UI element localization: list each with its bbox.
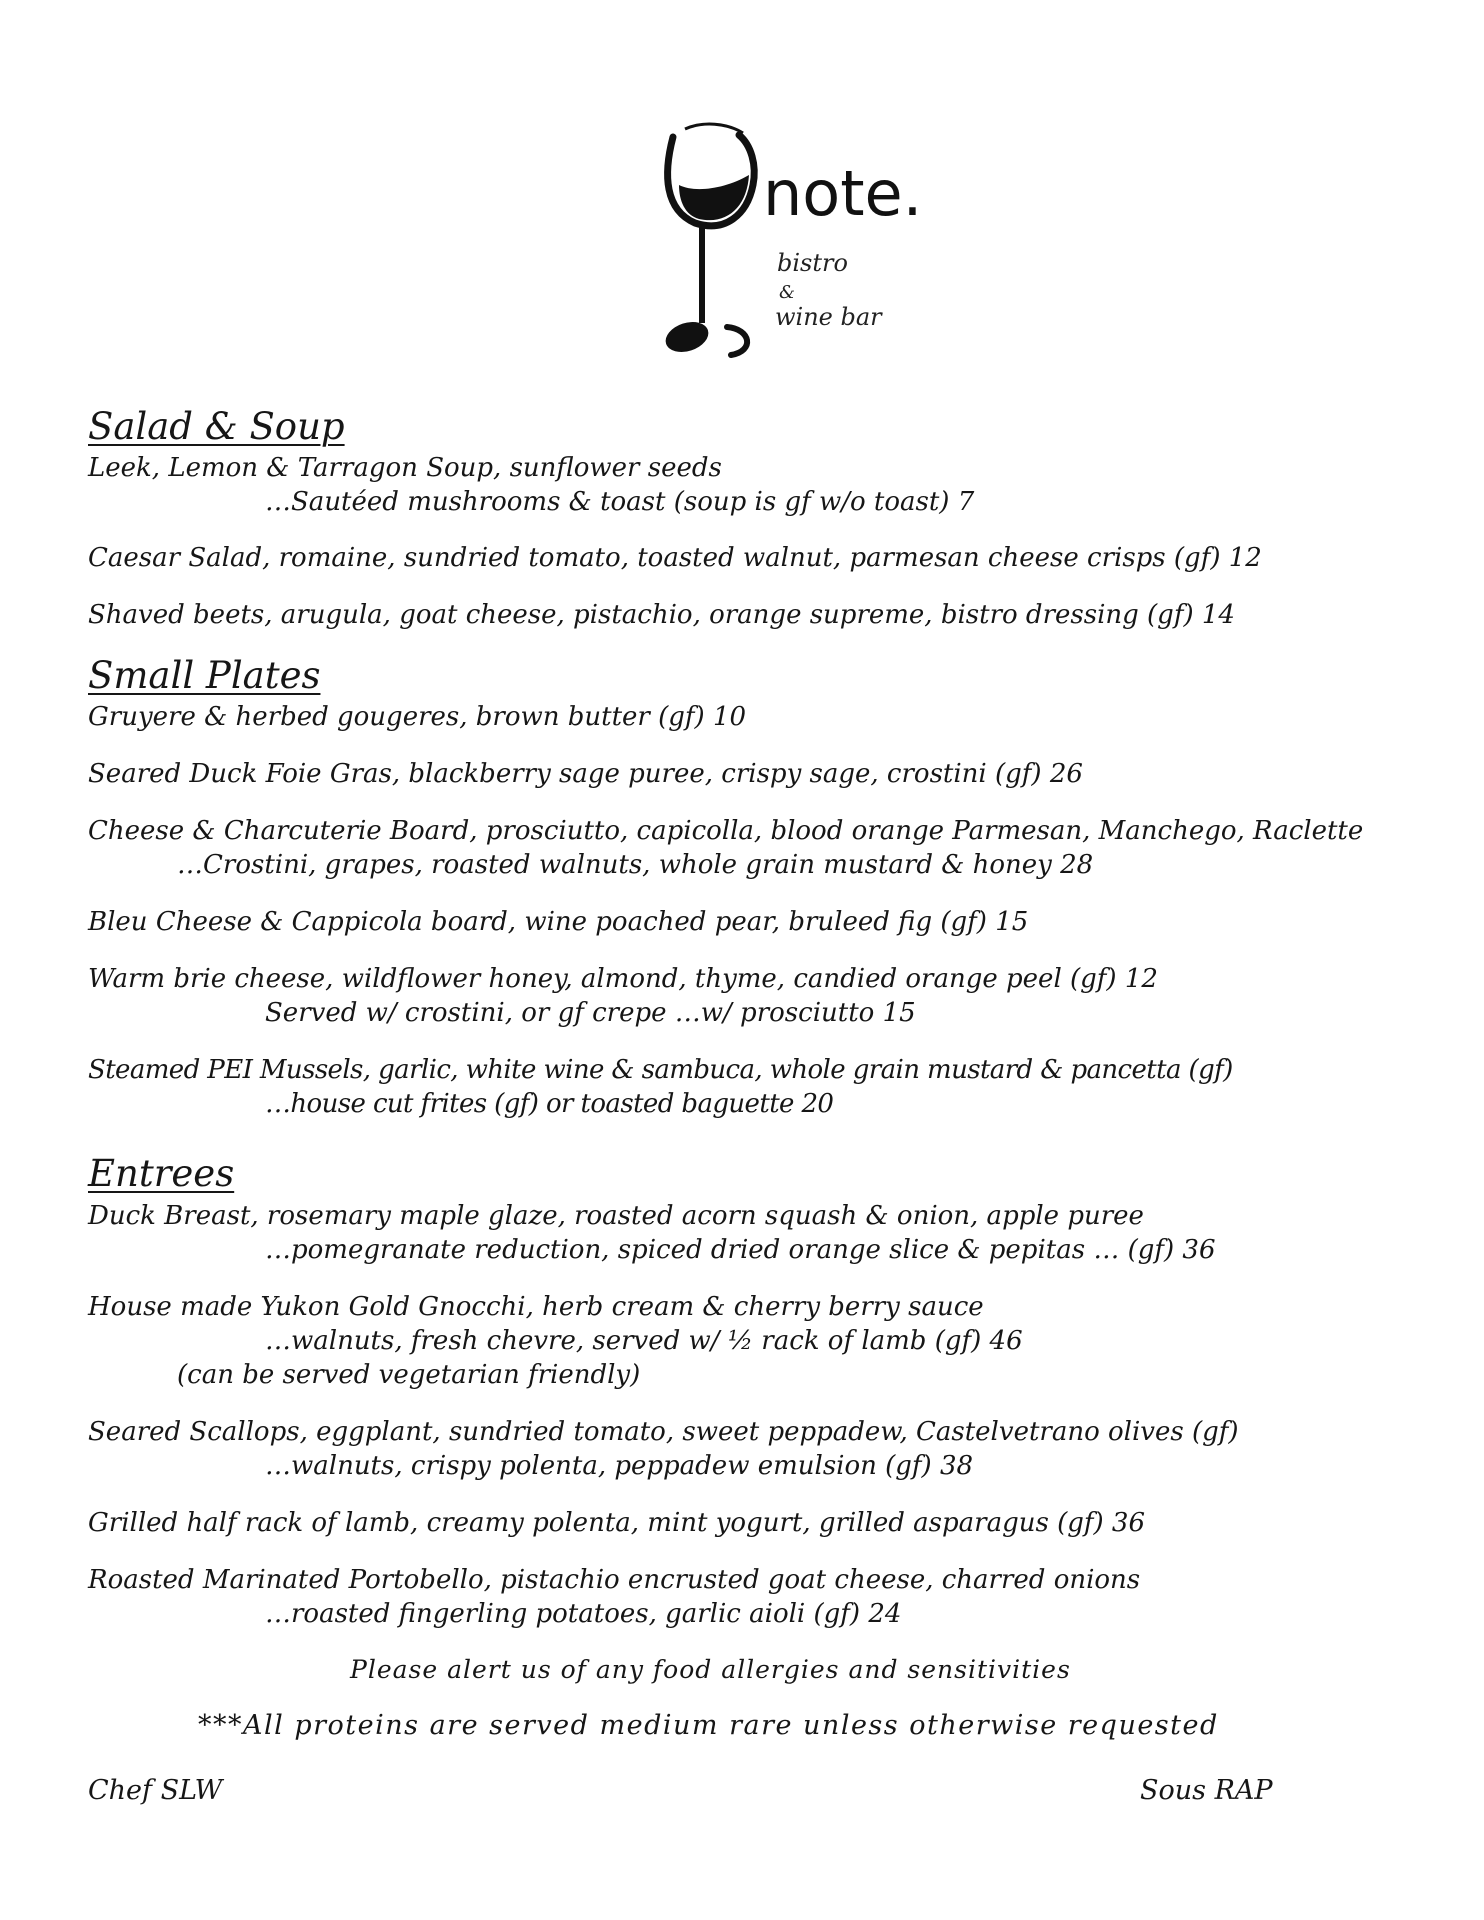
menu-line: Cheese & Charcuterie Board, prosciutto, capicolla, blood orange Parmesan, Manchego, Raclette: [88, 816, 1364, 846]
section-title-small-plates: Small Plates: [88, 654, 321, 697]
menu-line: Served w/ crostini, or gf crepe …w/ prosciutto 15: [265, 998, 916, 1028]
logo-bistro: bistro: [777, 249, 848, 277]
menu-line: …pomegranate reduction, spiced dried orange slice & pepitas … (gf) 36: [265, 1235, 1216, 1265]
menu-line: Steamed PEI Mussels, garlic, white wine & sambuca, whole grain mustard & pancetta (gf): [88, 1055, 1233, 1085]
menu-line: Seared Scallops, eggplant, sundried tomato, sweet peppadew, Castelvetrano olives (gf): [88, 1417, 1239, 1447]
menu-line: House made Yukon Gold Gnocchi, herb cream & cherry berry sauce: [88, 1292, 984, 1322]
menu-line: …Sautéed mushrooms & toast (soup is gf w/o toast) 7: [265, 487, 975, 517]
menu-line: Warm brie cheese, wildflower honey, almond, thyme, candied orange peel (gf) 12: [88, 964, 1158, 994]
menu-line: Grilled half rack of lamb, creamy polenta, mint yogurt, grilled asparagus (gf) 36: [88, 1508, 1145, 1538]
menu-line: Bleu Cheese & Cappicola board, wine poached pear, bruleed fig (gf) 15: [88, 907, 1029, 937]
menu-line: …Crostini, grapes, roasted walnuts, whole grain mustard & honey 28: [177, 850, 1094, 880]
menu-line: Leek, Lemon & Tarragon Soup, sunflower seeds: [88, 453, 722, 483]
menu-line: Caesar Salad, romaine, sundried tomato, toasted walnut, parmesan cheese crisps (gf) 12: [88, 543, 1262, 573]
chef-signature: Chef SLW: [88, 1775, 223, 1806]
menu-line: Gruyere & herbed gougeres, brown butter (gf) 10: [88, 702, 747, 732]
menu-line: Duck Breast, rosemary maple glaze, roasted acorn squash & onion, apple puree: [88, 1201, 1144, 1231]
menu-line: Seared Duck Foie Gras, blackberry sage puree, crispy sage, crostini (gf) 26: [88, 759, 1083, 789]
protein-note: ***All proteins are served medium rare unless otherwise requested: [198, 1710, 1219, 1741]
menu-line: (can be served vegetarian friendly): [177, 1360, 641, 1390]
logo-amp: &: [779, 282, 796, 303]
menu-line: …house cut frites (gf) or toasted baguette 20: [265, 1089, 834, 1119]
menu-line: …walnuts, fresh chevre, served w/ ½ rack of lamb (gf) 46: [265, 1326, 1023, 1356]
section-title-salad-soup: Salad & Soup: [88, 405, 345, 448]
section-title-entrees: Entrees: [88, 1152, 235, 1195]
menu-line: Roasted Marinated Portobello, pistachio encrusted goat cheese, charred onions: [88, 1565, 1141, 1595]
menu-line: …walnuts, crispy polenta, peppadew emulsion (gf) 38: [265, 1451, 974, 1481]
menu-line: Shaved beets, arugula, goat cheese, pistachio, orange supreme, bistro dressing (gf) 14: [88, 600, 1235, 630]
allergy-note: Please alert us of any food allergies and sensitivities: [350, 1655, 1071, 1684]
logo-wine-bar: wine bar: [775, 303, 882, 331]
logo-name: note.: [763, 157, 923, 230]
menu-line: …roasted fingerling potatoes, garlic aioli (gf) 24: [265, 1599, 902, 1629]
sous-signature: Sous RAP: [1140, 1775, 1273, 1806]
note-logo: [655, 115, 935, 365]
